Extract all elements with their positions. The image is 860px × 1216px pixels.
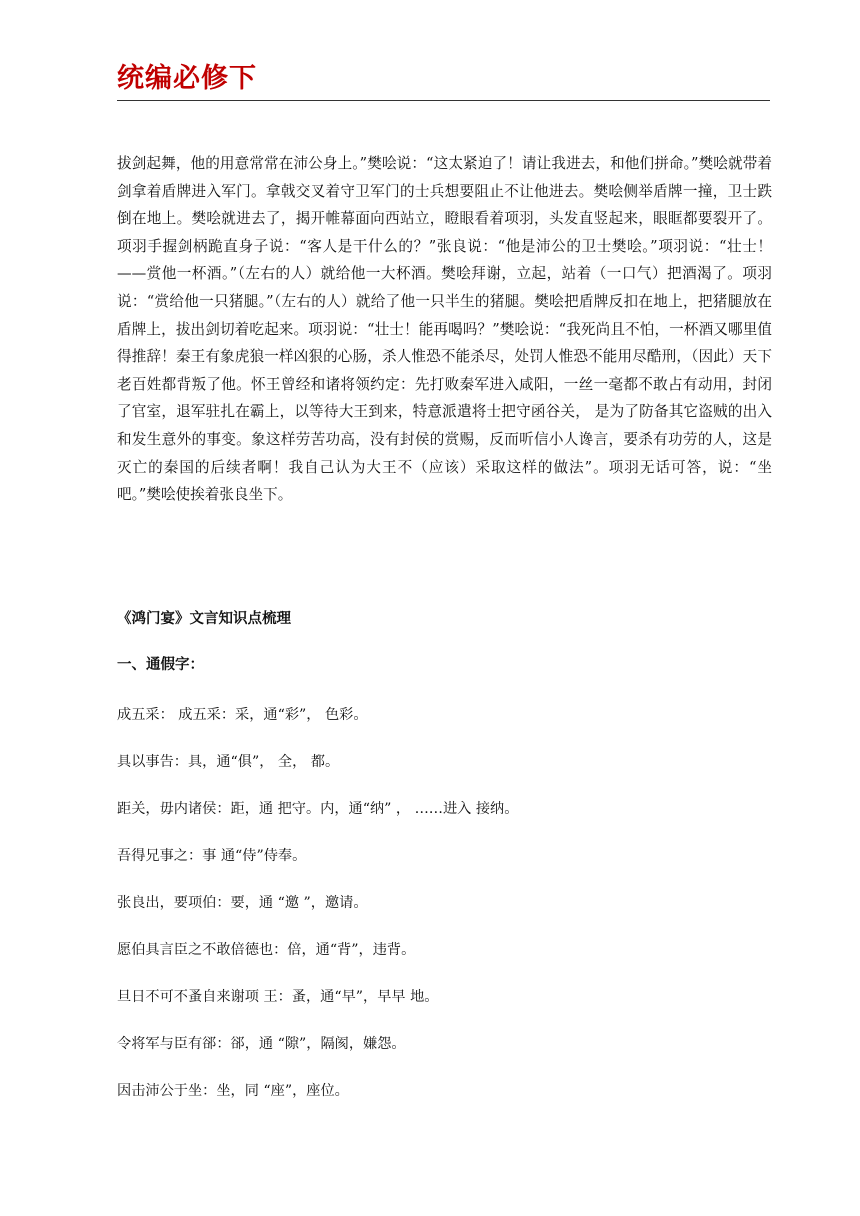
subsection-title: 一、通假字：	[117, 657, 204, 673]
list-item: 吾得兄事之：事 通“侍”侍奉。	[117, 848, 307, 864]
list-item: 具以事告：具，通“俱”， 全， 都。	[117, 754, 340, 770]
list-item: 令将军与臣有郤：郤，通 “隙”，隔阂，嫌怨。	[117, 1036, 406, 1052]
section-title: 《鸿门宴》文言知识点梳理	[117, 611, 291, 627]
page-header	[117, 60, 770, 101]
list-item: 因击沛公于坐：坐，同 “座”，座位。	[117, 1083, 349, 1099]
list-item: 旦日不可不蚤自来谢项 王：蚤，通“早”，早早 地。	[117, 989, 439, 1005]
header-title: 统编必修下	[117, 63, 257, 94]
translation-paragraph: 拔剑起舞，他的用意常常在沛公身上。”樊哙说：“这太紧迫了！请让我进去，和他们拼命。”樊哙就带着剑拿着盾牌进入军门。拿戟交叉着守卫军门的士兵想要阻止不让他进去。樊哙侧举盾牌一撞，卫士跌倒在地上。樊哙就进去了，揭开帷幕面向西站立，瞪眼看着项羽，头发直竖起来，眼眶都要裂开了。项羽手握剑柄跪直身子说：“客人是干什么的？”张良说：“他是沛公的卫士樊哙。”项羽说：“壮士！——赏他一杯酒。”（左右的人）就给他一大杯酒。樊哙拜谢，立起，站着（一口气）把酒渴了。项羽说：“赏给他一只猪腿。”（左右的人）就给了他一只半生的猪腿。樊哙把盾牌反扣在地上，把猪腿放在盾牌上，拔出剑切着吃起来。项羽说：“壮士！能再喝吗？”樊哙说：“我死尚且不怕，一杯酒又哪里值得推辞！秦王有象虎狼一样凶狠的心肠，杀人惟恐不能杀尽，处罚人惟恐不能用尽酷刑，（因此）天下老百姓都背叛了他。怀王曾经和诸将领约定：先打败秦军进入咸阳，一丝一毫都不敢占有动用，封闭了官室，退军驻扎在霸上，以等待大王到来，特意派遣将士把守函谷关， 是为了防备其它盗贼的出入和发生意外的事变。象这样劳苦功高，没有封侯的赏赐，反而听信小人谗言，要杀有功劳的人，这是灭亡的秦国的后续者啊！我自己认为大王不（应该）采取这样的做法”。项羽无话可答，说：“坐吧。”樊哙使挨着张良坐下。	[117, 155, 772, 504]
list-item: 愿伯具言臣之不敢倍德也：倍，通“背”，违背。	[117, 942, 416, 958]
list-item: 张良出，要项伯：要，通 “邀 ”，邀请。	[117, 895, 368, 911]
list-item: 成五采： 成五采：采，通“彩”， 色彩。	[117, 707, 368, 723]
list-item: 距关，毋内诸侯：距，通 把守。内，通“纳” ， ……进入 接纳。	[117, 801, 519, 817]
